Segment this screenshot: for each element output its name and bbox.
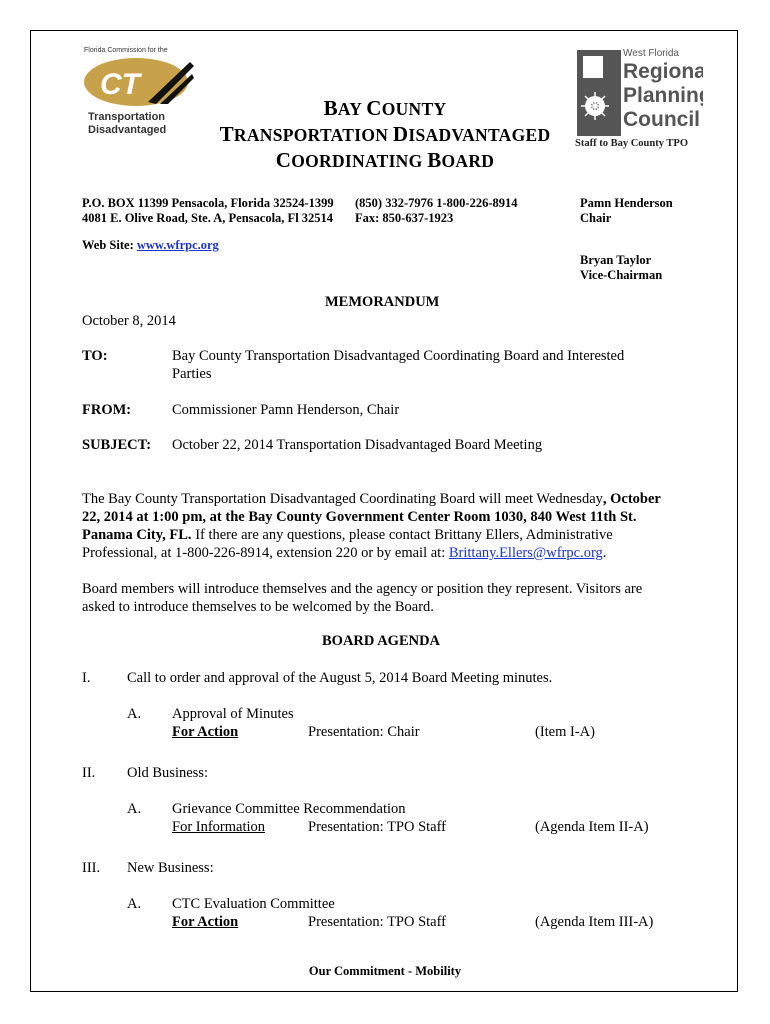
agenda-item-type-2: For Information [172, 819, 266, 835]
to-line-2: Parties [172, 366, 212, 382]
svg-text:CT: CT [100, 68, 140, 101]
agenda-item-letter-3: A. [127, 896, 142, 912]
paragraph-1-line-2: 22, 2014 at 1:00 pm, at the Bay County Government Center Room 1030, 840 West 11th St. [82, 509, 637, 525]
agenda-item-type-3: For Action [172, 914, 239, 930]
email-link[interactable]: Brittany.Ellers@wfrpc.org [448, 545, 603, 561]
paragraph-2-line-2: asked to introduce themselves to be welcomed by the Board. [82, 599, 434, 615]
vice-chair-name: Bryan Taylor [580, 253, 652, 267]
paragraph-2-line-1: Board members will introduce themselves and the agency or position they represent. Visitors are [82, 581, 643, 597]
paragraph-1-line-3: Panama City, FL. If there are any questions, please contact Brittany Ellers, Administrative [82, 527, 613, 543]
address-line-1: P.O. BOX 11399 Pensacola, Florida 32524-1399 [82, 196, 334, 210]
agenda-item-ref-3: (Agenda Item III-A) [535, 914, 654, 930]
paragraph-1-line-4: Professional, at 1-800-226-8914, extension 220 or by email at: Brittany.Ellers@wfrpc.org. [82, 545, 607, 561]
rpc-logo-line1: Regional [623, 60, 703, 83]
agenda-section-title-1: Call to order and approval of the August 5, 2014 Board Meeting minutes. [127, 670, 553, 686]
fax: Fax: 850-637-1923 [355, 211, 454, 225]
ctd-logo-caption: Florida Commission for the [84, 47, 168, 54]
agenda-item-title-3: CTC Evaluation Committee [172, 896, 335, 912]
agenda-section-title-2: Old Business: [127, 765, 208, 781]
from-label: FROM: [82, 402, 132, 418]
agenda-item-presentation-1: Presentation: Chair [308, 724, 420, 740]
title-line-1: BAY COUNTY [323, 96, 447, 120]
ctd-logo-line2: Disadvantaged [88, 124, 167, 136]
rpc-logo-tagline: Staff to Bay County TPO [575, 138, 688, 149]
rpc-logo-line2: Planning [623, 84, 703, 107]
ctd-logo-line1: Transportation [88, 111, 166, 123]
rpc-logo-line3: Council [623, 108, 700, 131]
agenda-item-letter-2: A. [127, 801, 142, 817]
to-line-1: Bay County Transportation Disadvantaged Coordinating Board and Interested [172, 348, 625, 364]
rpc-logo-line0: West Florida [623, 48, 679, 59]
address-line-2: 4081 E. Olive Road, Ste. A, Pensacola, Fl 32514 [82, 211, 334, 225]
agenda-numeral-1: I. [82, 670, 91, 686]
title-line-3: COORDINATING BOARD [275, 148, 495, 172]
from-value: Commissioner Pamn Henderson, Chair [172, 402, 400, 418]
subject-value: October 22, 2014 Transportation Disadvantaged Board Meeting [172, 437, 543, 453]
memo-heading: MEMORANDUM [325, 294, 440, 310]
rpc-logo-graphic [573, 44, 703, 152]
agenda-item-type-1: For Action [172, 724, 239, 740]
to-label: TO: [82, 348, 108, 364]
website-label: Web Site: [82, 238, 137, 252]
vice-chair-title: Vice-Chairman [580, 268, 663, 282]
agenda-numeral-2: II. [82, 765, 96, 781]
agenda-item-presentation-3: Presentation: TPO Staff [308, 914, 447, 930]
agenda-item-ref-2: (Agenda Item II-A) [535, 819, 649, 835]
agenda-item-title-1: Approval of Minutes [172, 706, 294, 722]
chair-title: Chair [580, 211, 612, 225]
agenda-item-title-2: Grievance Committee Recommendation [172, 801, 406, 817]
agenda-item-presentation-2: Presentation: TPO Staff [308, 819, 447, 835]
subject-label: SUBJECT: [82, 437, 152, 453]
website-line [82, 238, 219, 253]
agenda-item-letter-1: A. [127, 706, 142, 722]
footer-text: Our Commitment - Mobility [308, 964, 462, 978]
rpc-logo [573, 44, 703, 152]
memo-date: October 8, 2014 [82, 313, 176, 329]
agenda-numeral-3: III. [82, 860, 101, 876]
agenda-heading: BOARD AGENDA [322, 633, 441, 649]
paragraph-1-line-1: The Bay County Transportation Disadvantaged Coordinating Board will meet Wednesday, October [82, 491, 661, 507]
agenda-section-title-3: New Business: [127, 860, 214, 876]
website-link[interactable]: www.wfrpc.org [136, 238, 219, 252]
chair-name: Pamn Henderson [580, 196, 673, 210]
title-line-2: TRANSPORTATION DISADVANTAGED [219, 122, 551, 146]
phone: (850) 332-7976 1-800-226-8914 [355, 196, 518, 210]
agenda-item-ref-1: (Item I-A) [535, 724, 595, 740]
